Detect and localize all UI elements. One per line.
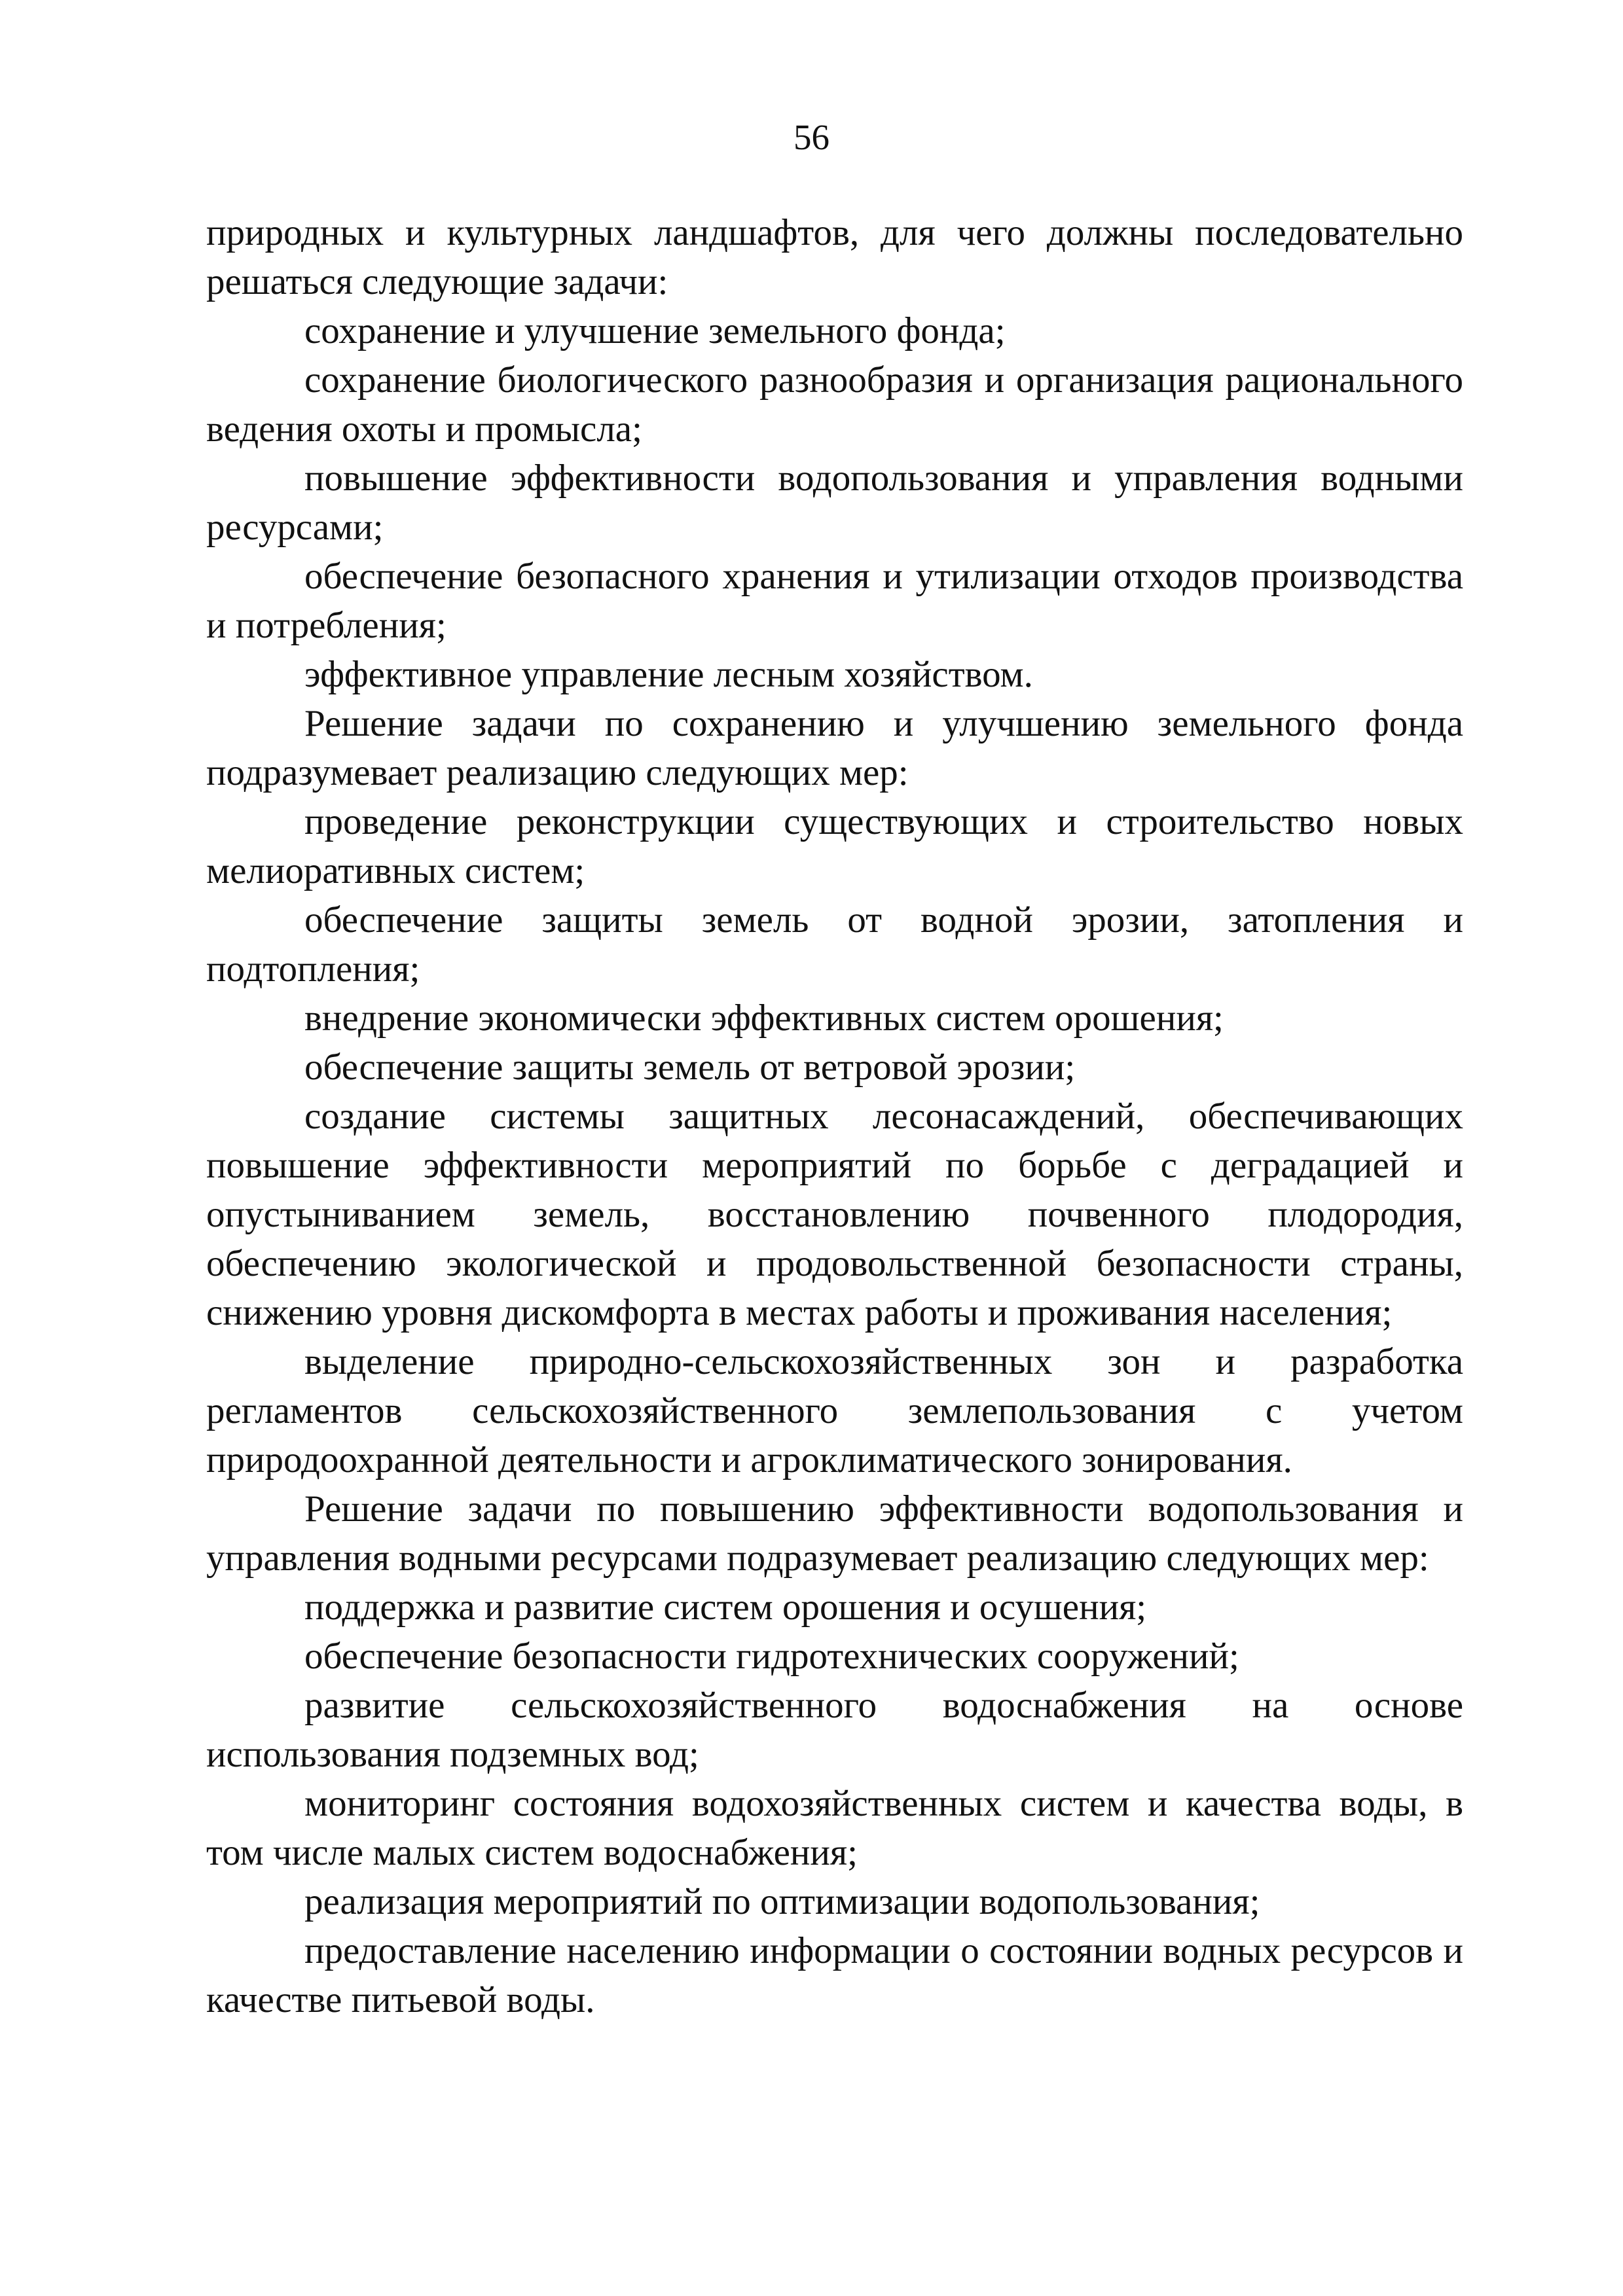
list-item: внедрение экономически эффективных систем орошения; xyxy=(304,997,1224,1039)
list-item: эффективное управление лесным хозяйством. xyxy=(304,654,1033,695)
list-item: предоставление населению информации о состоянии водных ресурсов и качестве питьевой воды. xyxy=(206,1930,1463,2020)
body-text xyxy=(206,208,1463,2024)
page-number: 56 xyxy=(793,117,830,157)
list-item: повышение эффективности водопользования и управления водными ресурсами; xyxy=(206,457,1463,548)
list-item: обеспечение защиты земель от ветровой эрозии; xyxy=(304,1047,1076,1088)
list-item: выделение природно-сельскохозяйственных зон и разработка регламентов сельскохозяйственного землепользования с учетом природоохранной деятельности и агроклиматического зонирования. xyxy=(206,1341,1463,1480)
list-item: развитие сельскохозяйственного водоснабжения на основе использования подземных вод; xyxy=(206,1685,1463,1775)
list-item: обеспечение безопасного хранения и утилизации отходов производства и потребления; xyxy=(206,556,1463,646)
list-item: сохранение и улучшение земельного фонда; xyxy=(304,310,1006,351)
list-item: реализация мероприятий по оптимизации водопользования; xyxy=(304,1881,1260,1922)
list-item: обеспечение безопасности гидротехнических сооружений; xyxy=(304,1636,1239,1677)
list-item: поддержка и развитие систем орошения и осушения; xyxy=(304,1587,1147,1628)
list-item: обеспечение защиты земель от водной эрозии, затопления и подтопления; xyxy=(206,899,1463,990)
list-item: сохранение биологического разнообразия и организация рационального ведения охоты и промысла; xyxy=(206,359,1463,450)
list-item: создание системы защитных лесонасаждений, обеспечивающих повышение эффективности мероприятий по борьбе с деградацией и опустыниванием земель, восстановлению почвенного плодородия, обеспечению экологической и продовольственной безопасности страны, снижению уровня дискомфорта в местах работы и проживания населения; xyxy=(206,1096,1463,1333)
list-item: мониторинг состояния водохозяйственных систем и качества воды, в том числе малых систем водоснабжения; xyxy=(206,1783,1463,1873)
list-item: проведение реконструкции существующих и строительство новых мелиоративных систем; xyxy=(206,801,1463,891)
paragraph: Решение задачи по повышению эффективности водопользования и управления водными ресурсами подразумевает реализацию следующих мер: xyxy=(206,1488,1463,1579)
paragraph: природных и культурных ландшафтов, для чего должны последовательно решаться следующие задачи: xyxy=(206,212,1463,302)
paragraph: Решение задачи по сохранению и улучшению земельного фонда подразумевает реализацию следующих мер: xyxy=(206,703,1463,793)
